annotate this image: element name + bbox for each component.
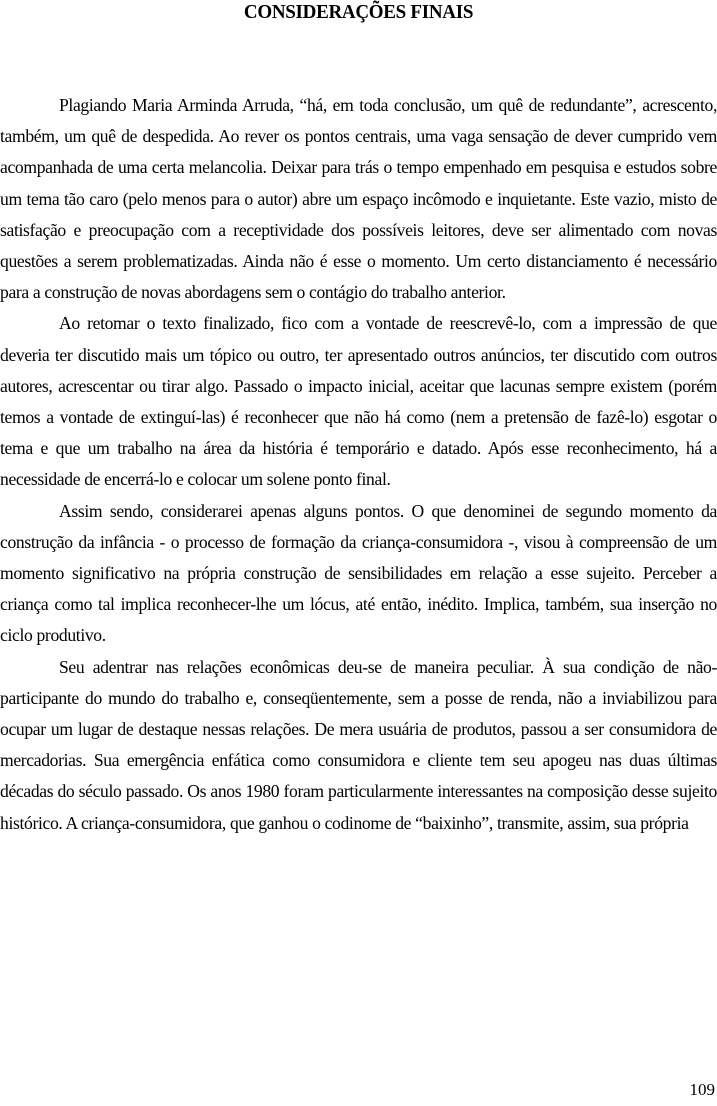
body-text [0, 90, 717, 839]
paragraph: Ao retomar o texto finalizado, fico com a vontade de reescrevê-lo, com a impressão de que deveria ter discutido mais um tópico ou outro, ter apresentado outros anúncios, ter discutido com outros autores, acrescentar ou tirar algo. Passado o impacto inicial, aceitar que lacunas sempre existem (porém temos a vontade de extinguí-las) é reconhecer que não há como (nem a pretensão de fazê-lo) esgotar o tema e que um trabalho na área da história é temporário e datado. Após esse reconhecimento, há a necessidade de encerrá-lo e colocar um solene ponto final. [0, 313, 717, 490]
paragraph: Assim sendo, considerarei apenas alguns pontos. O que denominei de segundo momento da construção da infância - o processo de formação da criança-consumidora -, visou à compreensão de um momento significativo na própria construção de sensibilidades em relação a esse sujeito. Perceber a criança como tal implica reconhecer-lhe um lócus, até então, inédito. Implica, também, sua inserção no ciclo produtivo. [0, 500, 717, 646]
page-title: CONSIDERAÇÕES FINAIS [243, 1, 474, 23]
paragraph: Plagiando Maria Arminda Arruda, “há, em toda conclusão, um quê de redundante”, acrescento, também, um quê de despedida. Ao rever os pontos centrais, uma vaga sensação de dever cumprido vem acompanhada de uma certa melancolia. Deixar para trás o tempo empenhado em pesquisa e estudos sobre um tema tão caro (pelo menos para o autor) abre um espaço incômodo e inquietante. Este vazio, misto de satisfação e preocupação com a receptividade dos possíveis leitores, deve ser alimentado com novas questões a serem problematizadas. Ainda não é esse o momento. Um certo distanciamento é necessário para a construção de novas abordagens sem o contágio do trabalho anterior. [0, 95, 717, 303]
paragraph: Seu adentrar nas relações econômicas deu-se de maneira peculiar. À sua condição de não-participante do mundo do trabalho e, conseqüentemente, sem a posse de renda, não a inviabilizou para ocupar um lugar de destaque nessas relações. De mera usuária de produtos, passou a ser consumidora de mercadorias. Sua emergência enfática como consumidora e cliente tem seu apogeu nas duas últimas décadas do século passado. Os anos 1980 foram particularmente interessantes na composição desse sujeito histórico. A criança-consumidora, que ganhou o codinome de “baixinho”, transmite, assim, sua própria [0, 656, 717, 833]
page-number: 109 [689, 1080, 715, 1099]
